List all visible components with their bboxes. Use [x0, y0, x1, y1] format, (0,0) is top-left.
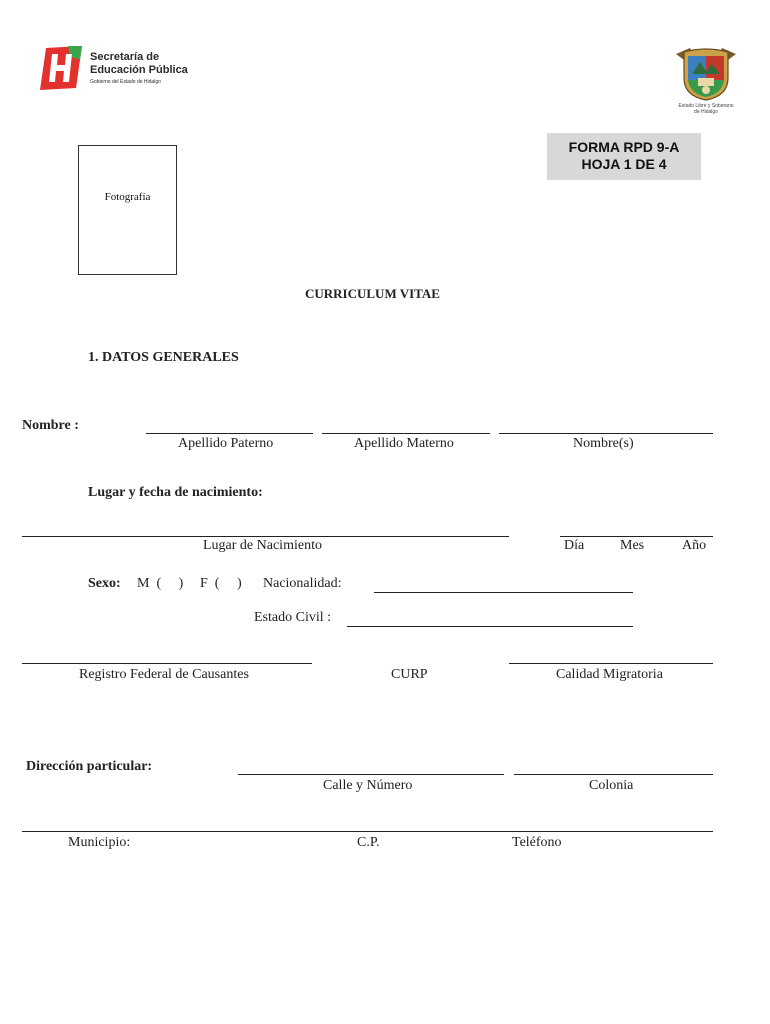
sep-logo-line3: Gobierno del Estado de Hidalgo [90, 79, 161, 85]
form-code-line2: HOJA 1 DE 4 [581, 156, 667, 172]
nombres-caption: Nombre(s) [573, 436, 634, 451]
sexo-f-option[interactable]: F ( ) [200, 576, 242, 591]
photo-label: Fotografía [104, 191, 151, 203]
coat-caption-line1: Estado Libre y Soberano [678, 103, 734, 109]
page-title: CURRICULUM VITAE [305, 286, 440, 301]
coat-of-arms [670, 44, 742, 116]
lugar-nacimiento-field[interactable] [22, 536, 509, 537]
curp-caption: CURP [391, 667, 428, 682]
apellido-materno-field[interactable] [322, 433, 490, 434]
direccion-label: Dirección particular: [26, 759, 153, 774]
form-code-line1: FORMA RPD 9-A [568, 139, 680, 155]
section-datos-generales: 1. DATOS GENERALES [88, 350, 239, 365]
apellido-materno-caption: Apellido Materno [354, 436, 454, 451]
sexo-m-option[interactable]: M ( ) [137, 576, 184, 591]
nacionalidad-label: Nacionalidad: [263, 576, 342, 591]
coat-of-arms-icon [670, 44, 742, 102]
rfc-field[interactable] [22, 663, 312, 664]
calle-numero-field[interactable] [238, 774, 504, 775]
lugar-nacimiento-caption: Lugar de Nacimiento [203, 538, 322, 553]
photo-box[interactable] [78, 145, 177, 275]
calidad-migratoria-field[interactable] [509, 663, 713, 664]
estado-civil-label: Estado Civil : [254, 610, 331, 625]
mes-caption: Mes [620, 538, 645, 553]
telefono-caption: Teléfono [512, 835, 562, 850]
sep-logo [38, 46, 198, 92]
fecha-nacimiento-field[interactable] [560, 536, 713, 537]
cp-caption: C.P. [357, 835, 380, 850]
rfc-caption: Registro Federal de Causantes [79, 667, 249, 682]
nombres-field[interactable] [499, 433, 713, 434]
municipio-caption: Municipio: [68, 835, 131, 850]
apellido-paterno-caption: Apellido Paterno [178, 436, 274, 451]
nacimiento-label: Lugar y fecha de nacimiento: [88, 485, 263, 500]
municipio-cp-telefono-field[interactable] [22, 831, 713, 832]
calidad-migratoria-caption: Calidad Migratoria [556, 667, 663, 682]
sep-logo-line1: Secretaría de [90, 51, 160, 63]
sep-logo-line2: Educación Pública [90, 64, 188, 76]
form-code-box [547, 133, 701, 180]
coat-caption-line2: de Hidalgo [694, 109, 718, 115]
sep-h-logo-icon [38, 46, 84, 90]
nombre-label: Nombre : [22, 418, 79, 433]
calle-numero-caption: Calle y Número [323, 778, 413, 793]
estado-civil-field[interactable] [347, 626, 633, 627]
colonia-field[interactable] [514, 774, 713, 775]
sexo-label: Sexo: [88, 576, 121, 591]
dia-caption: Día [564, 538, 585, 553]
apellido-paterno-field[interactable] [146, 433, 313, 434]
colonia-caption: Colonia [589, 778, 634, 793]
nacionalidad-field[interactable] [374, 592, 633, 593]
anio-caption: Año [682, 538, 707, 553]
